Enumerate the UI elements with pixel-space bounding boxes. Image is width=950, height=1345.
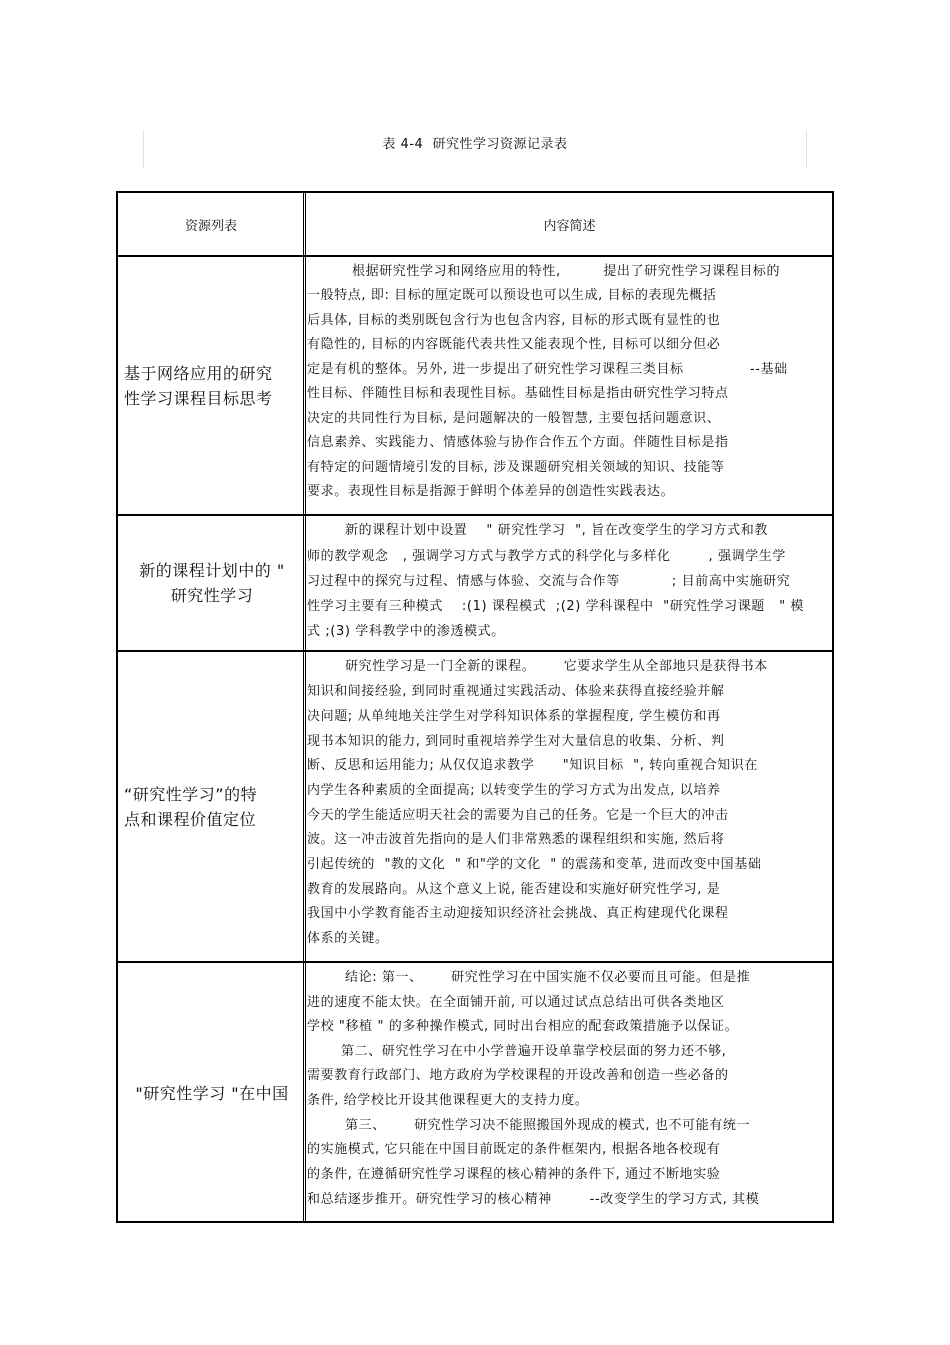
content-line: 我国中小学教育能否主动迎接知识经济社会挑战、真正构建现代化课程 — [307, 906, 729, 921]
content-line: 第二、研究性学习在中小学普遍开设单靠学校层面的努力还不够, — [341, 1044, 727, 1059]
content-line: 师的教学观念 , 强调学习方式与教学方式的科学化与多样化 , 强调学生学 — [307, 549, 786, 564]
content-line: 根据研究性学习和网络应用的特性, 提出了研究性学习课程目标的 — [352, 264, 781, 279]
row-label — [118, 257, 304, 514]
content-line: 式 ;(3) 学科教学中的渗透模式。 — [307, 624, 505, 639]
content-line: 有隐性的, 目标的内容既能代表共性又能表现个性, 目标可以细分但必 — [307, 337, 721, 352]
content-line: 学校 "移植 " 的多种操作模式, 同时出台相应的配套政策措施予以保证。 — [307, 1019, 739, 1034]
content-line: 后具体, 目标的类别既包含行为也包含内容, 目标的形式既有显性的也 — [307, 313, 721, 328]
row-label — [118, 516, 304, 650]
row-content — [307, 257, 832, 514]
content-line: 研究性学习是一门全新的课程。 它要求学生从全部地只是获得书本 — [345, 659, 768, 674]
content-line: 体系的关键。 — [307, 931, 389, 946]
content-line: 教育的发展路向。从这个意义上说, 能否建设和实施好研究性学习, 是 — [307, 882, 721, 897]
content-line: 结论: 第一、 研究性学习在中国实施不仅必要而且可能。但是推 — [345, 970, 751, 985]
header-resource-list: 资源列表 — [184, 218, 237, 234]
content-line: 今天的学生能适应明天社会的需要为自己的任务。它是一个巨大的冲击 — [307, 808, 729, 823]
row-label-text: 新的课程计划中的 " 研究性学习 — [139, 561, 285, 605]
content-line: 的实施模式, 它只能在中国目前既定的条件框架内, 根据各地各校现有 — [307, 1142, 721, 1157]
row-label-text: “研究性学习”的特 点和课程价值定位 — [124, 784, 258, 829]
content-line: 第三、 研究性学习决不能照搬国外现成的模式, 也不可能有统一 — [345, 1118, 751, 1133]
content-line: 新的课程计划中设置 " 研究性学习 ", 旨在改变学生的学习方式和教 — [345, 523, 768, 538]
content-line: 一般特点, 即: 目标的厘定既可以预设也可以生成, 目标的表现先概括 — [307, 288, 717, 303]
content-line: 有特定的问题情境引发的目标, 涉及课题研究相关领域的知识、技能等 — [307, 460, 725, 475]
content-line: 现书本知识的能力, 到同时重视培养学生对大量信息的收集、分析、判 — [307, 734, 725, 749]
content-line: 性目标、伴随性目标和表现性目标。基础性目标是指由研究性学习特点 — [307, 386, 729, 401]
content-line: 要求。表现性目标是指源于鲜明个体差异的创造性实践表达。 — [307, 484, 675, 499]
content-line: 性学习主要有三种模式 :(1) 课程模式 ;(2) 学科课程中 "研究性学习课题 " 模 — [307, 599, 805, 614]
table-caption: 表 4-4 研究性学习资源记录表 — [382, 137, 568, 152]
resource-table — [116, 191, 834, 1223]
content-line: 条件, 给学校比开设其他课程更大的支持力度。 — [307, 1093, 589, 1108]
row-content — [307, 963, 832, 1223]
content-line: 和总结逐步推开。研究性学习的核心精神 --改变学生的学习方式, 其模 — [307, 1192, 760, 1207]
content-line: 进的速度不能太快。在全面铺开前, 可以通过试点总结出可供各类地区 — [307, 995, 725, 1010]
content-line: 内学生各种素质的全面提高; 以转变学生的学习方式为出发点, 以培养 — [307, 783, 721, 798]
header-content-summary: 内容简述 — [543, 218, 596, 234]
content-line: 决定的共同性行为目标, 是问题解决的一般智慧, 主要包括问题意识、 — [307, 411, 721, 426]
content-line: 习过程中的探究与过程、情感与体验、交流与合作等 ; 目前高中实施研究 — [307, 574, 791, 589]
content-line: 信息素养、实践能力、情感体验与协作合作五个方面。伴随性目标是指 — [307, 435, 729, 450]
row-label — [118, 963, 304, 1223]
content-line: 决问题; 从单纯地关注学生对学科知识体系的掌握程度, 学生模仿和再 — [307, 709, 721, 724]
row-content — [307, 516, 832, 650]
content-line: 波。这一冲击波首先指向的是人们非常熟悉的课程组织和实施, 然后将 — [307, 832, 725, 847]
content-line: 的条件, 在遵循研究性学习课程的核心精神的条件下, 通过不断地实验 — [307, 1167, 721, 1182]
row-content — [307, 652, 832, 961]
content-line: 定是有机的整体。另外, 进一步提出了研究性学习课程三类目标 --基础 — [307, 362, 788, 377]
content-line: 需要教育行政部门、地方政府为学校课程的开设改善和创造一些必备的 — [307, 1068, 729, 1083]
content-line: 知识和间接经验, 到同时重视通过实践活动、体验来获得直接经验并解 — [307, 684, 725, 699]
content-line: 引起传统的 "教的文化 " 和"学的文化 " 的震荡和变革, 进而改变中国基础 — [307, 857, 762, 872]
row-label-text: "研究性学习 "在中国 — [135, 1083, 289, 1103]
content-line: 断、反思和运用能力; 从仅仅追求教学 "知识目标 ", 转向重视合知识在 — [307, 758, 758, 773]
row-label-text: 基于网络应用的研究 性学习课程目标思考 — [124, 363, 273, 408]
row-label — [118, 652, 304, 961]
